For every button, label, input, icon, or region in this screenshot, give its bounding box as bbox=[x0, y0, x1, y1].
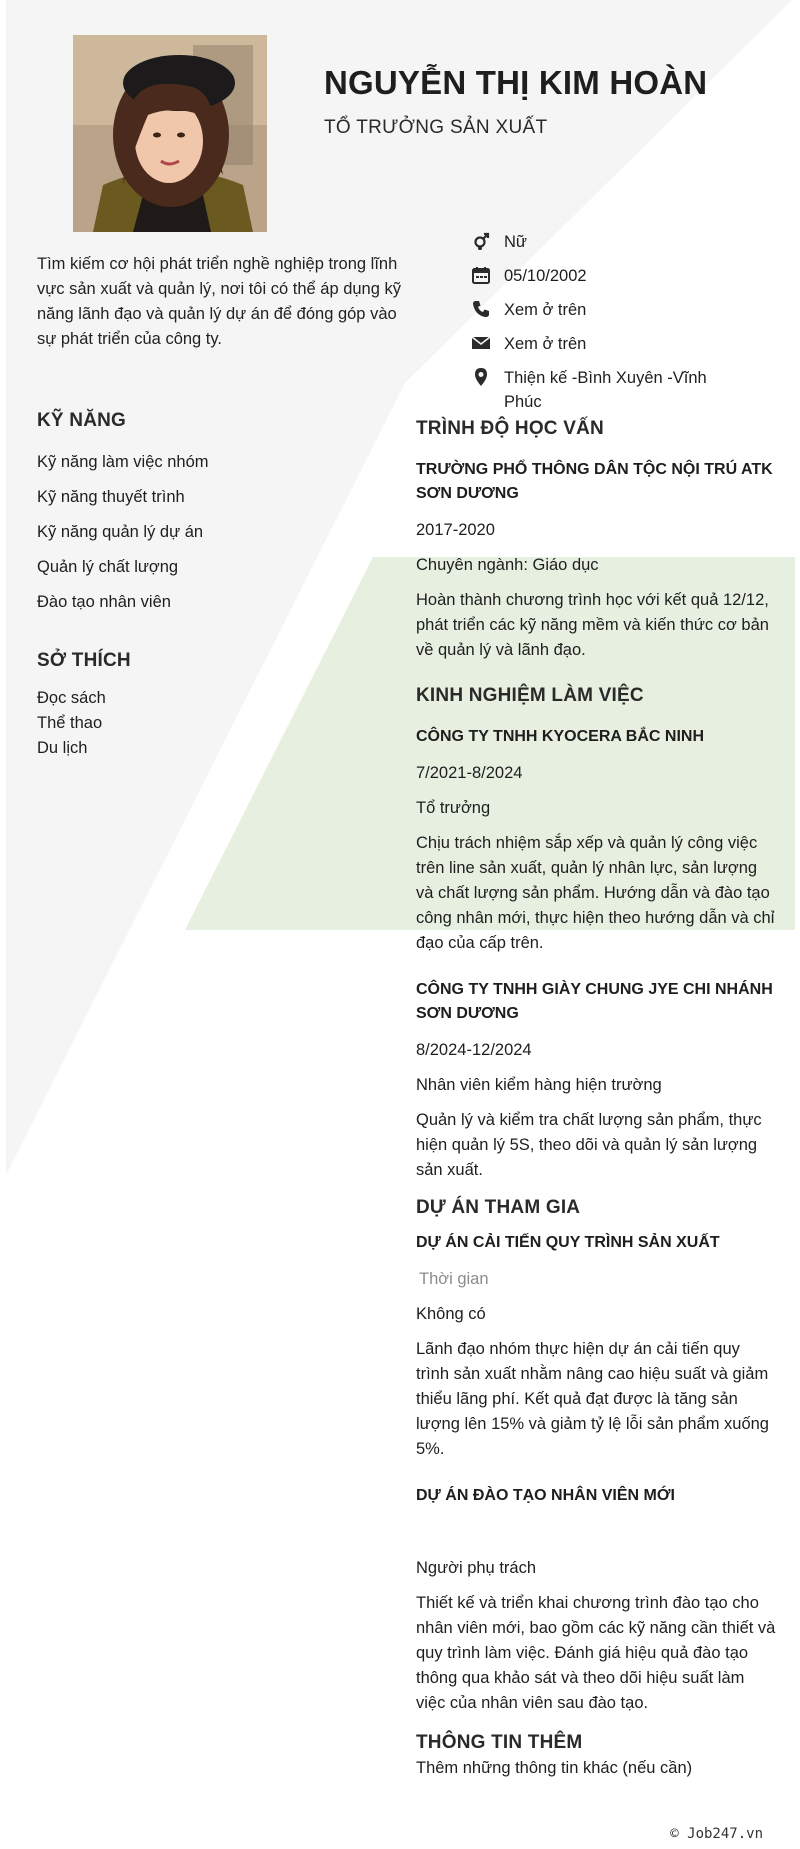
project-name: DỰ ÁN CẢI TIẾN QUY TRÌNH SẢN XUẤT bbox=[416, 1234, 720, 1251]
project-role: Người phụ trách bbox=[416, 1559, 537, 1577]
skill-item: Đào tạo nhân viên bbox=[37, 593, 171, 611]
contact-address bbox=[470, 366, 770, 414]
gender-value: Nữ bbox=[504, 233, 527, 251]
location-pin-icon bbox=[470, 366, 492, 388]
additional-info-heading: THÔNG TIN THÊM bbox=[416, 1732, 583, 1753]
job-description: Quản lý và kiểm tra chất lượng sản phẩm, thực hiện quản lý 5S, theo dõi và quản lý sản lượng sản xuất. bbox=[416, 1111, 762, 1179]
skill-item: Quản lý chất lượng bbox=[37, 558, 179, 576]
calendar-icon bbox=[470, 264, 492, 286]
education-section bbox=[416, 418, 776, 663]
school-name: TRƯỜNG PHỔ THÔNG DÂN TỘC NỘI TRÚ ATK SƠN DƯƠNG bbox=[416, 461, 773, 502]
job-position: Nhân viên kiểm hàng hiện trường bbox=[416, 1076, 662, 1094]
project-description: Thiết kế và triển khai chương trình đào tạo cho nhân viên mới, bao gồm các kỹ năng cần thiết và quy trình làm việc. Đánh giá hiệu quả đào tạo thông qua khảo sát và theo dõi hiệu suất làm việc của nhân viên sau đào tạo. bbox=[416, 1594, 776, 1712]
job-description: Chịu trách nhiệm sắp xếp và quản lý công việc trên line sản xuất, quản lý nhân lực, sản lượng và chất lượng sản phẩm. Hướng dẫn và đào tạo công nhân mới, thực hiện theo hướng dẫn và chỉ đạo của cấp trên. bbox=[416, 834, 775, 952]
project-role: Không có bbox=[416, 1305, 486, 1323]
job-title: TỔ TRƯỞNG SẢN XUẤT bbox=[324, 117, 548, 138]
project-description: Lãnh đạo nhóm thực hiện dự án cải tiến quy trình sản xuất nhằm nâng cao hiệu suất và giảm thiểu lãng phí. Kết quả đạt được là tăng sản lượng lên 15% và giảm tỷ lệ lỗi sản phẩm xuống 5%. bbox=[416, 1340, 769, 1458]
envelope-icon bbox=[470, 332, 492, 354]
footer-credit: © Job247.vn bbox=[670, 1826, 763, 1842]
project-name: DỰ ÁN ĐÀO TẠO NHÂN VIÊN MỚI bbox=[416, 1487, 675, 1504]
contact-info bbox=[470, 230, 770, 424]
email-value: Xem ở trên bbox=[504, 335, 587, 353]
profile-photo bbox=[73, 35, 267, 232]
education-heading: TRÌNH ĐỘ HỌC VẤN bbox=[416, 418, 604, 439]
company-name: CÔNG TY TNHH KYOCERA BẮC NINH bbox=[416, 728, 705, 745]
gender-icon bbox=[470, 230, 492, 252]
skill-item: Kỹ năng làm việc nhóm bbox=[37, 453, 209, 471]
contact-phone bbox=[470, 298, 770, 322]
job-period: 8/2024-12/2024 bbox=[416, 1041, 532, 1059]
projects-section bbox=[416, 1197, 776, 1716]
project-entry bbox=[416, 1484, 776, 1716]
contact-email bbox=[470, 332, 770, 356]
project-entry bbox=[416, 1231, 776, 1462]
job-entry bbox=[416, 978, 776, 1183]
additional-info-section bbox=[416, 1732, 776, 1780]
job-position: Tổ trưởng bbox=[416, 799, 491, 817]
job-period: 7/2021-8/2024 bbox=[416, 764, 523, 782]
skill-item: Kỹ năng quản lý dự án bbox=[37, 523, 204, 541]
education-major: Chuyên ngành: Giáo dục bbox=[416, 556, 599, 574]
hobbies-section bbox=[37, 650, 357, 761]
contact-gender bbox=[470, 230, 770, 254]
hobby-item: Du lịch bbox=[37, 739, 88, 757]
hobby-item: Đọc sách bbox=[37, 689, 106, 707]
phone-value: Xem ở trên bbox=[504, 301, 587, 319]
phone-icon bbox=[470, 298, 492, 320]
job-entry bbox=[416, 725, 776, 956]
projects-heading: DỰ ÁN THAM GIA bbox=[416, 1197, 581, 1218]
right-column bbox=[416, 418, 776, 1791]
education-period: 2017-2020 bbox=[416, 521, 495, 539]
experience-section bbox=[416, 685, 776, 1183]
skills-section bbox=[37, 410, 357, 625]
contact-birthday bbox=[470, 264, 770, 288]
birthday-value: 05/10/2002 bbox=[504, 267, 587, 285]
experience-heading: KINH NGHIỆM LÀM VIỆC bbox=[416, 685, 644, 706]
company-name: CÔNG TY TNHH GIÀY CHUNG JYE CHI NHÁNH SƠN DƯƠNG bbox=[416, 981, 773, 1022]
address-value: Thiện kế -Bình Xuyên -Vĩnh Phúc bbox=[504, 369, 707, 411]
additional-info-text: Thêm những thông tin khác (nếu cần) bbox=[416, 1759, 693, 1777]
education-description: Hoàn thành chương trình học với kết quả 12/12, phát triển các kỹ năng mềm và kiến thức cơ bản về quản lý và lãnh đạo. bbox=[416, 591, 769, 659]
project-time: Thời gian bbox=[419, 1270, 489, 1288]
career-objective: Tìm kiếm cơ hội phát triển nghề nghiệp trong lĩnh vực sản xuất và quản lý, nơi tôi có thể áp dụng kỹ năng lãnh đạo và quản lý dự án để đóng góp vào sự phát triển của công ty. bbox=[37, 255, 401, 348]
hobbies-heading: SỞ THÍCH bbox=[37, 650, 131, 671]
skill-item: Kỹ năng thuyết trình bbox=[37, 488, 185, 506]
hobby-item: Thể thao bbox=[37, 714, 103, 732]
candidate-name: NGUYỄN THỊ KIM HOÀN bbox=[324, 64, 708, 101]
skills-heading: KỸ NĂNG bbox=[37, 410, 127, 431]
